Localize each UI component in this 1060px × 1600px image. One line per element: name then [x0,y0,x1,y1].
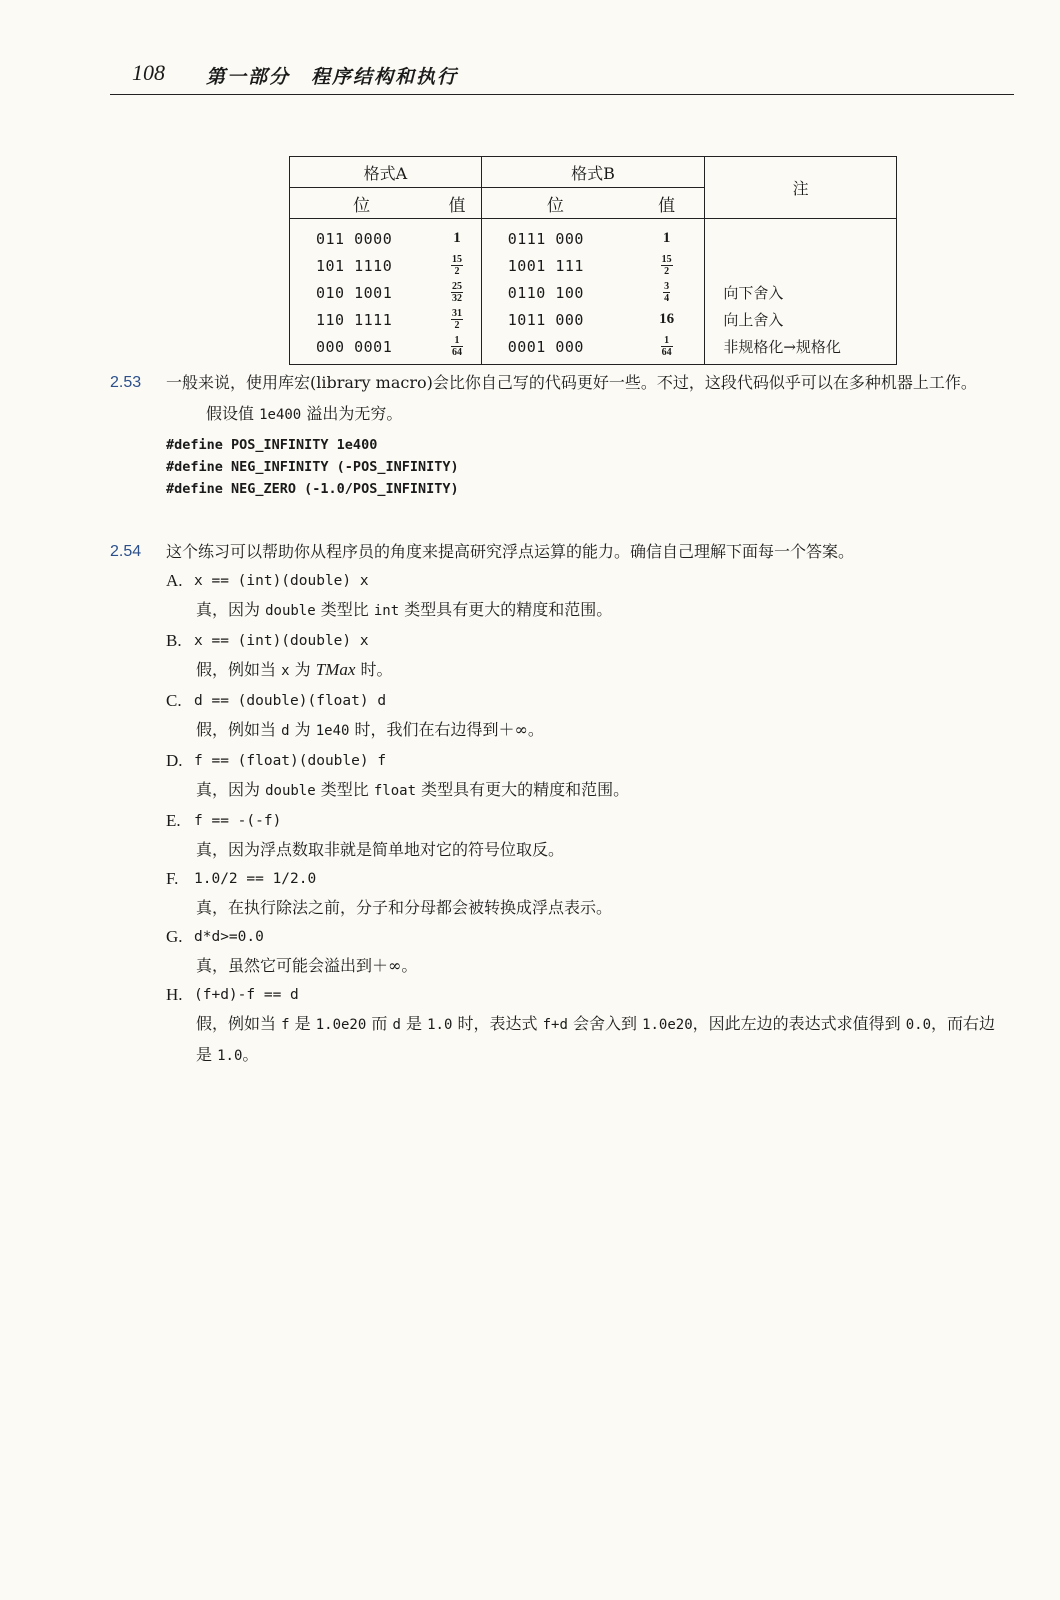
inline-code: 1.0 [217,1048,243,1064]
text-run: 时，表达式 [452,1014,543,1033]
inline-code: 1e40 [315,723,350,739]
table-row [290,219,897,253]
inline-code: d [281,723,290,739]
denominator: 4 [664,293,670,304]
fraction [661,335,673,358]
a-bits-cell: 101 1110 [290,252,434,279]
running-head: 第一部分 程序结构和执行 [206,66,459,88]
b-value-cell: 1 [629,219,705,253]
fraction [661,254,673,277]
note-cell: 向下舍入 [705,279,897,306]
text-run: 真，因为浮点数取非就是简单地对它的符号位取反。 [196,840,565,859]
b-bits-cell: 0001 000 [481,333,629,365]
answer-g [196,951,1010,980]
table-row [290,252,897,279]
inline-code: 1.0e20 [315,1017,367,1033]
text-run: 时，我们在右边得到＋∞。 [349,720,544,739]
numerator: 25 [452,281,462,292]
fraction [663,281,670,304]
group-b-header: 格式B [481,157,705,188]
question-expression: x == (int)(double) x [194,633,369,649]
question-expression: f == -(-f) [194,813,282,829]
answer-b [196,655,1010,686]
problem-2-54 [110,537,1010,1071]
numerator: 15 [661,254,672,265]
problem-number: 2.53 [110,374,142,391]
question-a [166,566,1010,595]
a-bits-cell: 000 0001 [290,333,434,365]
fraction [451,254,463,277]
question-expression: x == (int)(double) x [194,573,369,589]
question-expression: d*d>=0.0 [194,929,264,945]
text-run: 而 [366,1014,393,1033]
question-c [166,686,1010,715]
denominator: 64 [452,347,462,358]
inline-code: float [373,783,417,799]
question-label: E. [166,811,181,830]
text-run: 真，因为 [196,600,266,619]
text-run: 类型具有更大的精度和范围。 [416,780,630,799]
table-row [290,306,897,333]
question-label: C. [166,691,182,710]
text-run: 是 [400,1014,428,1033]
inline-code: 1e400 [259,407,302,423]
denominator: 2 [454,266,460,277]
a-value-cell [433,252,481,279]
inline-code: x [281,663,290,679]
text-run: ，而右边是 [196,1014,996,1064]
a-bit-header: 位 [290,188,434,219]
question-d [166,746,1010,775]
text-run: 为 [289,660,316,679]
page-header [110,58,1014,95]
a-bits-cell: 110 1111 [290,306,434,333]
b-bits-cell: 1011 000 [507,310,584,329]
denominator: 2 [664,266,670,277]
question-expression: 1.0/2 == 1/2.0 [194,871,317,887]
fraction [451,335,463,358]
question-f [166,864,1010,893]
inline-code: f [281,1017,290,1033]
question-label: H. [166,985,183,1004]
a-value-cell [433,306,481,333]
answer-d [196,775,1010,806]
code-line: #define POS_INFINITY 1e400 [166,437,378,453]
text-run: 类型比 [315,780,374,799]
question-label: D. [166,751,183,770]
b-bit-header: 位 [481,188,629,219]
note-cell [705,252,897,279]
note-header: 注 [705,157,897,219]
inline-code: 1.0 [427,1017,453,1033]
code-line: #define NEG_INFINITY (-POS_INFINITY) [166,459,459,475]
answer-f [196,893,1010,922]
text-run: 类型比 [315,600,374,619]
numerator: 31 [452,308,462,319]
a-value-cell: 1 [433,219,481,253]
numerator: 3 [664,281,670,292]
problem-text: 一般来说，使用库宏(library macro)会比你自己写的代码更好一些。不过，这段代码似乎可以在多种机器上工作。 [166,373,977,392]
numerator: 1 [451,335,463,347]
problem-text: 这个练习可以帮助你从程序员的角度来提高研究浮点运算的能力。确信自己理解下面每一个答案。 [166,542,855,561]
fraction [451,308,463,331]
problem-2-53 [110,368,1010,500]
code-line: #define NEG_ZERO (-1.0/POS_INFINITY) [166,481,459,497]
note-cell [705,219,897,253]
b-bits-cell: 0110 100 [507,283,584,302]
text-run: 真，在执行除法之前，分子和分母都会被转换成浮点表示。 [196,898,613,917]
text-run: 假，例如当 [196,1014,282,1033]
assumption-text [166,399,1010,430]
problem-number: 2.54 [110,543,142,560]
a-value-header: 值 [433,188,481,219]
b-bits-cell: 1001 111 [507,256,584,275]
text-run: 为 [289,720,316,739]
text-run: 真，因为 [196,780,266,799]
question-label: F. [166,869,179,888]
inline-code: f+d [542,1017,568,1033]
format-table [289,156,897,365]
question-expression: d == (double)(float) d [194,693,387,709]
italic-term: TMax [315,660,356,679]
answer-c [196,715,1010,746]
a-bits-cell: 011 0000 [290,219,434,253]
inline-code: 1.0e20 [642,1017,693,1033]
question-h [166,980,1010,1009]
question-expression: f == (float)(double) f [194,753,387,769]
text-run: 会舍入到 [567,1014,643,1033]
question-label: G. [166,927,183,946]
a-bits-cell: 010 1001 [290,279,434,306]
numerator: 15 [452,254,462,265]
question-label: A. [166,571,183,590]
table-row [290,333,897,365]
inline-code: double [265,783,316,799]
note-cell: 非规格化→规格化 [705,333,897,365]
text-run: 类型具有更大的精度和范围。 [399,600,613,619]
text-run: 假设值 [206,404,260,423]
a-value-cell [433,279,481,306]
b-value-cell [629,279,705,306]
table-row [290,279,897,306]
inline-code: double [265,603,316,619]
group-a-header: 格式A [290,157,482,188]
a-value-cell [433,333,481,365]
numerator: 1 [661,335,673,347]
answer-h [196,1009,1010,1071]
question-g [166,922,1010,951]
denominator: 32 [452,293,462,304]
inline-code: 0.0 [905,1017,932,1033]
b-value-cell [629,252,705,279]
text-run: 时。 [355,660,393,679]
question-e [166,806,1010,835]
page-number: 108 [132,60,165,85]
text-run: 假，例如当 [196,720,282,739]
question-b [166,626,1010,655]
text-run: 真，虽然它可能会溢出到＋∞。 [196,956,418,975]
inline-code: int [373,603,400,619]
text-run: 。 [242,1045,259,1064]
text-run: 溢出为无穷。 [301,404,403,423]
note-cell: 向上舍入 [705,306,897,333]
code-block [166,434,1010,500]
question-label: B. [166,631,182,650]
text-run: 假，例如当 [196,660,282,679]
answer-a [196,595,1010,626]
b-bits-cell: 0111 000 [507,229,584,248]
fraction [451,281,463,304]
b-value-header: 值 [629,188,705,219]
denominator: 2 [454,320,460,331]
answer-e [196,835,1010,864]
denominator: 64 [661,347,672,358]
b-value-cell [629,333,705,365]
text-run: 是 [289,1014,316,1033]
question-expression: (f+d)-f == d [194,987,299,1003]
b-value-cell: 16 [629,306,705,333]
text-run: ，因此左边的表达式求值得到 [692,1014,906,1033]
inline-code: d [392,1017,401,1033]
